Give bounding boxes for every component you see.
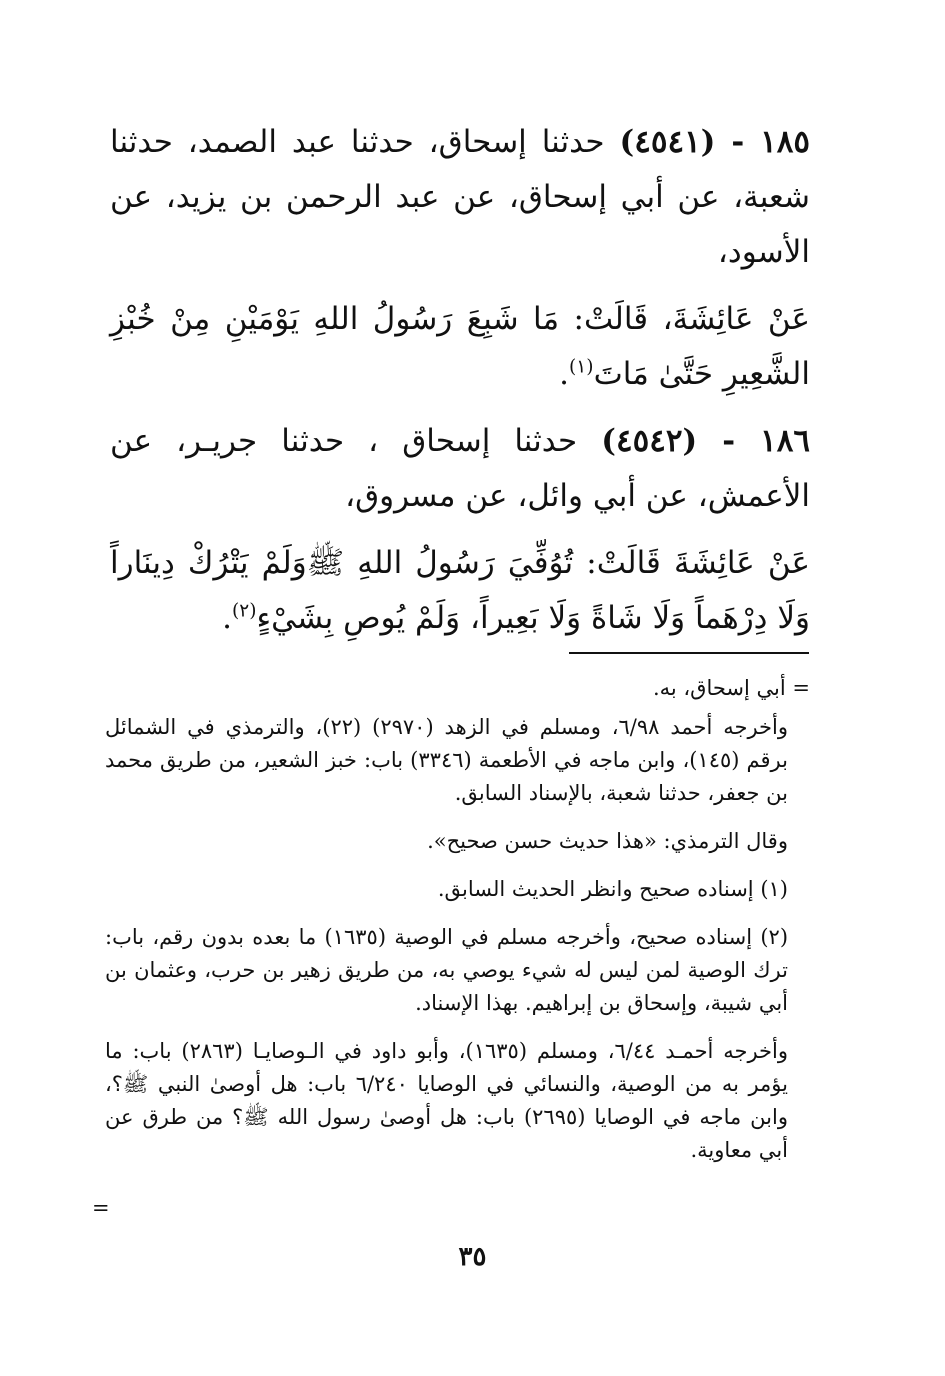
main-text <box>110 115 810 658</box>
hadith-186-isnad-text: حدثنا إسحاق ، حدثنا جريـر، عن الأعمش، عن أبي وائل، عن مسروق، <box>110 423 810 514</box>
hadith-185-isnad <box>110 115 810 280</box>
footnotes <box>105 672 810 1182</box>
footnote-ref-1[interactable]: (١) <box>569 356 594 378</box>
takhrij-paragraph-2: وأخرجه أحمـد ٦/٤٤، ومسلم (١٦٣٥)، وأبو داود في الـوصايـا (٢٨٦٣) باب: ما يؤمر به من الوصية، والنسائي في الوصايا ٦/٢٤٠ باب: هل أوصىٰ النبي ﷺ؟، وابن ماجه في الوصايا (٢٦٩٥) باب: هل أوصىٰ رسول الله ﷺ؟ من طرق عن أبي معاوية. <box>105 1039 788 1162</box>
hadith-186-isnad <box>110 414 810 524</box>
hadith-185-number: ١٨٥ - (٤٥٤١) <box>619 124 811 160</box>
hadith-185-matn-text: عَنْ عَائِشَةَ، قَالَتْ: مَا شَبِعَ رَسُولُ اللهِ يَوْمَيْنِ مِنْ خُبْزِ الشَّعِيرِ حَتَّىٰ مَاتَ <box>110 301 810 392</box>
page-number: ٣٥ <box>458 1242 487 1272</box>
footnote-1: (١) إسناده صحيح وانظر الحديث السابق. <box>437 877 788 901</box>
hadith-186-end: . <box>222 600 232 636</box>
continuation-mark: = <box>92 1196 110 1220</box>
hadith-186-number: ١٨٦ - (٤٥٤٢) <box>601 423 810 459</box>
hadith-186-matn <box>110 536 810 646</box>
takhrij-paragraph-1: وأخرجه أحمد ٦/٩٨، ومسلم في الزهد (٢٩٧٠) (٢٢)، والترمذي في الشمائل برقم (١٤٥)، وابن ماجه في الأطعمة (٣٣٤٦) باب: خبز الشعير، من طريق محمد بن جعفر، حدثنا شعبة، بالإسناد السابق. <box>105 715 789 805</box>
tirmidhi-grading: وقال الترمذي: «هذا حديث حسن صحيح». <box>427 829 788 853</box>
hadith-185-matn <box>110 292 810 402</box>
footnote-divider <box>569 652 809 654</box>
footnote-2: (٢) إسناده صحيح، وأخرجه مسلم في الوصية (١٦٣٥) ما بعده بدون رقم، باب: ترك الوصية لمن ليس له شيء يوصي به، من طريق زهير بن حرب، وعثمان بن أبي شيبة، وإسحاق بن إبراهيم. بهذا الإسناد. <box>105 925 789 1015</box>
hadith-185-end: . <box>559 356 570 392</box>
footnote-ref-2[interactable]: (٢) <box>232 600 257 622</box>
footnote-continuation: = أبي إسحاق، به. <box>652 676 810 700</box>
hadith-186-matn-text: عَنْ عَائِشَةَ قَالَتْ: تُوُفِّيَ رَسُولُ اللهِ ﷺوَلَمْ يَتْرُكْ دِينَاراً وَلَا دِرْهَماً وَلَا شَاةً وَلَا بَعِيراً، وَلَمْ يُوصِ بِشَيْءٍ <box>110 545 810 636</box>
hadith-185-isnad-text: حدثنا إسحاق، حدثنا عبد الصمد، حدثنا شعبة، عن أبي إسحاق، عن عبد الرحمن بن يزيد، عن الأسود، <box>110 124 810 270</box>
